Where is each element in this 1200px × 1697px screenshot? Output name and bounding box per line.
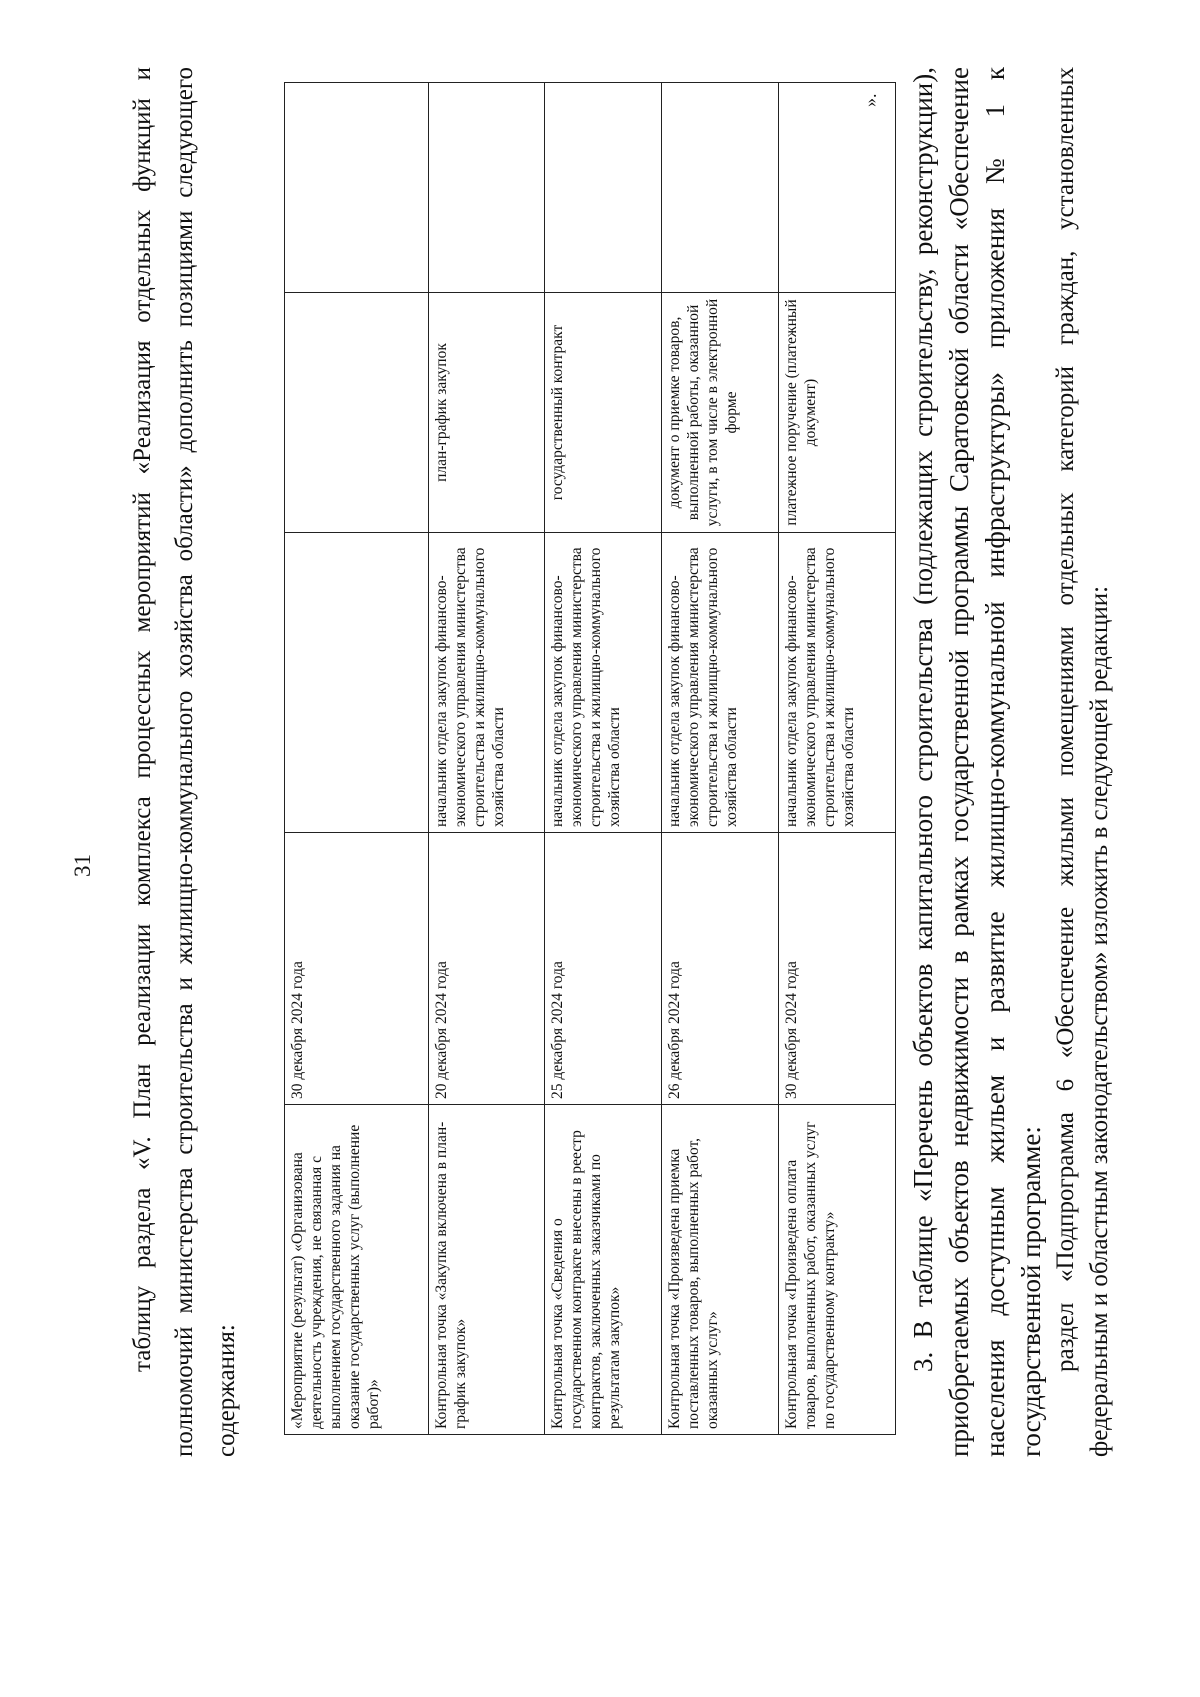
intro-paragraph [122, 67, 248, 1457]
system-cell [545, 83, 662, 293]
table-row [285, 83, 429, 1435]
document-cell: платежное поручение (платежный документ) [779, 293, 896, 533]
event-cell: «Мероприятие (результат) «Организована деятельность учреждения, не связанная с выполнением государственного задания на оказание государственных услуг (выполнение работ)» [285, 1105, 429, 1435]
table-row [779, 83, 896, 1435]
event-cell: Контрольная точка «Сведения о государственном контракте внесены в реестр контрактов, заключенных заказчиками по результатам закупок» [545, 1105, 662, 1435]
document-cell: план-график закупок [428, 293, 545, 533]
system-cell [662, 83, 779, 293]
table-row [662, 83, 779, 1435]
table-row [545, 83, 662, 1435]
event-cell: Контрольная точка «Произведена приемка поставленных товаров, выполненных работ, оказанных услуг» [662, 1105, 779, 1435]
responsible-cell [285, 533, 429, 833]
closing-quote-mark: ». [860, 93, 880, 107]
date-cell: 30 декабря 2024 года [285, 833, 429, 1105]
date-cell: 26 декабря 2024 года [662, 833, 779, 1105]
system-cell [428, 83, 545, 293]
date-cell: 30 декабря 2024 года [779, 833, 896, 1105]
responsible-cell: начальник отдела закупок финансово-экономического управления министерства строительства и жилищно-коммунального хозяйства области [545, 533, 662, 833]
document-cell: документ о приемке товаров, выполненной работы, оказанной услуги, в том числе в электронной форме [662, 293, 779, 533]
intro-text: таблицу раздела «V. План реализации комплекса процессных мероприятий «Реализация отдельных функций и полномочий министерства строительства и жилищно-коммунального хозяйства области» дополнить позициями следующего содержания: [129, 67, 240, 1457]
event-cell: Контрольная точка «Произведена оплата товаров, выполненных работ, оказанных услуг по государственному контракту» [779, 1105, 896, 1435]
responsible-cell: начальник отдела закупок финансово-экономического управления министерства строительства и жилищно-коммунального хозяйства области [662, 533, 779, 833]
paragraph-3: 3. В таблице «Перечень объектов капитального строительства (подлежащих строительству, реконструкции), приобретаемых объектов недвижимости в рамках государственной программы Саратовской области «Обеспечение населения доступным жильем и развитие жилищно-коммунальной инфраструктуры» приложения № 1 к государственной программе: [908, 67, 1046, 1457]
table-row [428, 83, 545, 1435]
date-cell: 25 декабря 2024 года [545, 833, 662, 1105]
system-cell [285, 83, 429, 293]
system-cell [779, 83, 896, 293]
date-cell: 20 декабря 2024 года [428, 833, 545, 1105]
plan-table [284, 82, 896, 1435]
responsible-cell: начальник отдела закупок финансово-экономического управления министерства строительства и жилищно-коммунального хозяйства области [779, 533, 896, 833]
responsible-cell: начальник отдела закупок финансово-экономического управления министерства строительства и жилищно-коммунального хозяйства области [428, 533, 545, 833]
page-number: 31 [70, 854, 95, 877]
body-text [905, 67, 1117, 1457]
event-cell: Контрольная точка «Закупка включена в план-график закупок» [428, 1105, 545, 1435]
document-cell [285, 293, 429, 533]
paragraph-section: раздел «Подпрограмма 6 «Обеспечение жилыми помещениями отдельных категорий граждан, установленных федеральным и областным законодательством» изложить в следующей редакции: [1052, 67, 1113, 1457]
document-cell: государственный контракт [545, 293, 662, 533]
